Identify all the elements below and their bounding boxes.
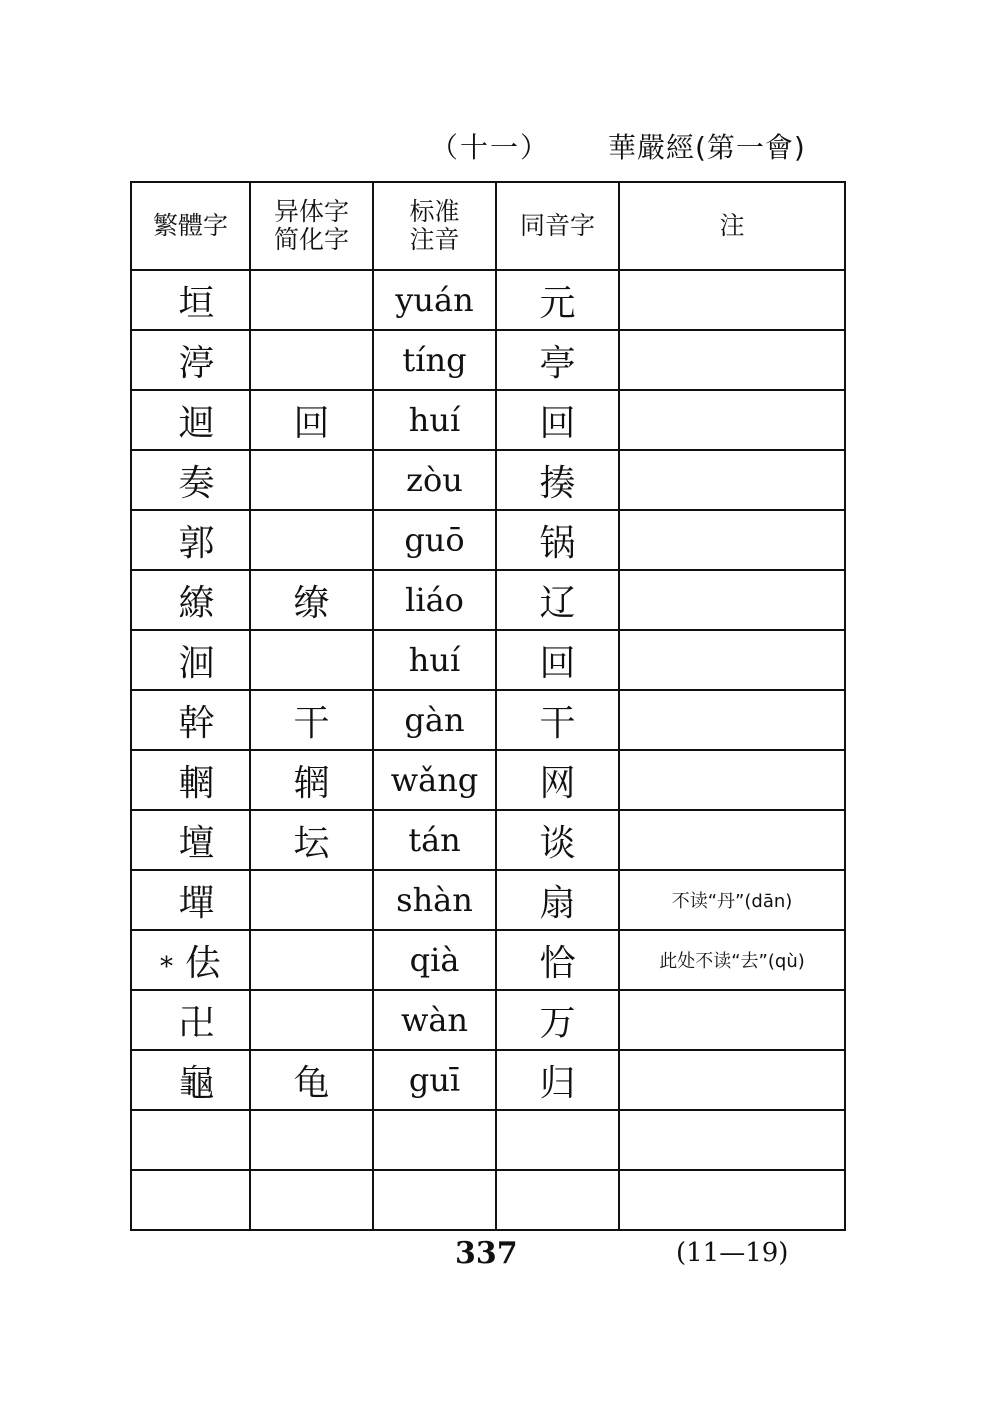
- homophone-char: 回: [539, 642, 576, 684]
- note-cell: [619, 570, 845, 630]
- page-number: 337: [455, 1236, 518, 1271]
- table-row: [131, 750, 845, 810]
- variant-char: 缭: [293, 582, 330, 624]
- traditional-char-cell: [131, 570, 250, 630]
- homophone-char-cell: [496, 1170, 619, 1230]
- pinyin-cell: [373, 450, 496, 510]
- traditional-char: 渟: [178, 342, 215, 384]
- homophone-char-cell: [496, 810, 619, 870]
- variant-char: 回: [293, 402, 330, 444]
- pinyin: guō: [404, 521, 465, 559]
- note-cell: [619, 630, 845, 690]
- traditional-char: 墠: [178, 882, 215, 924]
- pinyin-cell: [373, 510, 496, 570]
- pinyin-cell: [373, 990, 496, 1050]
- section-number: （十一）: [430, 131, 551, 164]
- note-cell: [619, 450, 845, 510]
- homophone-char-cell: [496, 510, 619, 570]
- traditional-char-cell: [131, 630, 250, 690]
- page-reference: (11—19): [676, 1238, 789, 1268]
- homophone-char: 谈: [539, 822, 576, 864]
- note-cell: [619, 990, 845, 1050]
- traditional-char: 迴: [178, 402, 215, 444]
- traditional-char-cell: [131, 870, 250, 930]
- pinyin-cell: [373, 570, 496, 630]
- pinyin-cell: [373, 390, 496, 450]
- homophone-char: 归: [539, 1062, 576, 1104]
- traditional-char: 垣: [178, 282, 215, 324]
- note-cell: [619, 690, 845, 750]
- variant-char-cell: [250, 570, 373, 630]
- variant-char-cell: [250, 390, 373, 450]
- homophone-char: 锅: [539, 522, 576, 564]
- homophone-char: 扇: [539, 882, 576, 924]
- homophone-char-cell: [496, 990, 619, 1050]
- traditional-char-cell: [131, 990, 250, 1050]
- note-cell: [619, 1170, 845, 1230]
- pinyin: guī: [408, 1061, 461, 1099]
- traditional-char: 洄: [178, 642, 215, 684]
- traditional-char: 輞: [178, 762, 215, 804]
- table-row: [131, 510, 845, 570]
- table-row: [131, 810, 845, 870]
- traditional-char-cell: [131, 810, 250, 870]
- note-cell: [619, 1050, 845, 1110]
- note-cell: [619, 810, 845, 870]
- variant-char-cell: [250, 330, 373, 390]
- table-row: [131, 870, 845, 930]
- homophone-char-cell: [496, 330, 619, 390]
- traditional-char-cell: [131, 390, 250, 450]
- homophone-char: 干: [539, 702, 576, 744]
- homophone-char: 元: [539, 282, 576, 324]
- variant-char: 干: [293, 702, 330, 744]
- col-note-header: 注: [619, 182, 845, 270]
- pinyin: wàn: [400, 1001, 469, 1039]
- homophone-char-cell: [496, 930, 619, 990]
- variant-char-cell: [250, 810, 373, 870]
- pinyin: shàn: [396, 881, 473, 919]
- col-traditional-header: 繁體字: [131, 182, 250, 270]
- traditional-char-cell: [131, 1170, 250, 1230]
- pinyin-cell: [373, 270, 496, 330]
- traditional-char: 幹: [178, 702, 215, 744]
- homophone-char-cell: [496, 390, 619, 450]
- variant-char-cell: [250, 450, 373, 510]
- variant-char: 龟: [293, 1062, 330, 1104]
- pinyin: huí: [408, 401, 461, 439]
- asterisk-mark: *: [159, 951, 173, 982]
- note-cell: [619, 270, 845, 330]
- traditional-char-cell: [131, 330, 250, 390]
- pinyin-cell: [373, 1170, 496, 1230]
- traditional-char-cell: [131, 690, 250, 750]
- pinyin: zòu: [406, 461, 463, 499]
- traditional-char: 卍: [178, 1002, 215, 1044]
- note-cell: [619, 870, 845, 930]
- page-header: [420, 122, 840, 166]
- traditional-char-cell: [131, 450, 250, 510]
- homophone-char-cell: [496, 1050, 619, 1110]
- homophone-char-cell: [496, 270, 619, 330]
- traditional-char: 繚: [178, 582, 215, 624]
- pinyin: gàn: [404, 701, 465, 739]
- note-cell: [619, 390, 845, 450]
- table-row: [131, 270, 845, 330]
- homophone-char: 网: [539, 762, 576, 804]
- table-row: [131, 1050, 845, 1110]
- table-row: [131, 930, 845, 990]
- table-row: [131, 450, 845, 510]
- note-cell: [619, 510, 845, 570]
- table-row: [131, 990, 845, 1050]
- homophone-char-cell: [496, 630, 619, 690]
- pinyin: huí: [408, 641, 461, 679]
- pinyin-cell: [373, 870, 496, 930]
- traditional-char: 龜: [178, 1062, 215, 1104]
- pinyin: tíng: [402, 341, 467, 379]
- variant-char-cell: [250, 690, 373, 750]
- traditional-char: 佉: [184, 942, 221, 984]
- traditional-char-cell: [131, 930, 250, 990]
- variant-char-cell: [250, 1110, 373, 1170]
- variant-char: 坛: [293, 822, 330, 864]
- pinyin: yuán: [395, 281, 474, 319]
- col-pinyin-header: 标准 注音: [373, 182, 496, 270]
- note: 不读“丹”(dān): [671, 891, 793, 912]
- homophone-char: 万: [539, 1002, 576, 1044]
- col-variant-header: 异体字 简化字: [250, 182, 373, 270]
- pinyin: wǎng: [390, 761, 479, 799]
- pinyin-cell: [373, 330, 496, 390]
- pinyin-cell: [373, 810, 496, 870]
- table-row: [131, 570, 845, 630]
- col-homophone-header: 同音字: [496, 182, 619, 270]
- pinyin: tán: [408, 821, 461, 859]
- table-row: [131, 390, 845, 450]
- table-row: [131, 1110, 845, 1170]
- variant-char-cell: [250, 270, 373, 330]
- homophone-char-cell: [496, 450, 619, 510]
- variant-char-cell: [250, 1170, 373, 1230]
- homophone-char: 恰: [539, 942, 576, 984]
- note-cell: [619, 330, 845, 390]
- variant-char-cell: [250, 630, 373, 690]
- traditional-char: 奏: [178, 462, 215, 504]
- character-table: [130, 181, 846, 1231]
- table-row: [131, 630, 845, 690]
- homophone-char: 辽: [539, 582, 576, 624]
- variant-char: 辋: [293, 762, 330, 804]
- variant-char-cell: [250, 930, 373, 990]
- homophone-char: 揍: [539, 462, 576, 504]
- table-header-row: [131, 182, 845, 270]
- pinyin: qià: [409, 941, 460, 979]
- homophone-char-cell: [496, 570, 619, 630]
- pinyin-cell: [373, 690, 496, 750]
- pinyin: liáo: [405, 581, 464, 619]
- pinyin-cell: [373, 750, 496, 810]
- homophone-char-cell: [496, 690, 619, 750]
- sutra-title: 華嚴經(第一會): [608, 131, 806, 164]
- traditional-char-cell: [131, 510, 250, 570]
- note-cell: [619, 750, 845, 810]
- pinyin-cell: [373, 930, 496, 990]
- homophone-char: 回: [539, 402, 576, 444]
- note-cell: [619, 1110, 845, 1170]
- table-row: [131, 1170, 845, 1230]
- traditional-char-cell: [131, 270, 250, 330]
- note-cell: [619, 930, 845, 990]
- table-row: [131, 330, 845, 390]
- variant-char-cell: [250, 870, 373, 930]
- homophone-char-cell: [496, 750, 619, 810]
- table-row: [131, 690, 845, 750]
- variant-char-cell: [250, 990, 373, 1050]
- traditional-char: 郭: [178, 522, 215, 564]
- homophone-char: 亭: [539, 342, 576, 384]
- pinyin-cell: [373, 630, 496, 690]
- traditional-char: 壇: [178, 822, 215, 864]
- pinyin-cell: [373, 1050, 496, 1110]
- traditional-char-cell: [131, 1050, 250, 1110]
- traditional-char-cell: [131, 1110, 250, 1170]
- note: 此处不读“去”(qù): [659, 951, 805, 972]
- homophone-char-cell: [496, 1110, 619, 1170]
- variant-char-cell: [250, 750, 373, 810]
- traditional-char-cell: [131, 750, 250, 810]
- variant-char-cell: [250, 1050, 373, 1110]
- variant-char-cell: [250, 510, 373, 570]
- homophone-char-cell: [496, 870, 619, 930]
- pinyin-cell: [373, 1110, 496, 1170]
